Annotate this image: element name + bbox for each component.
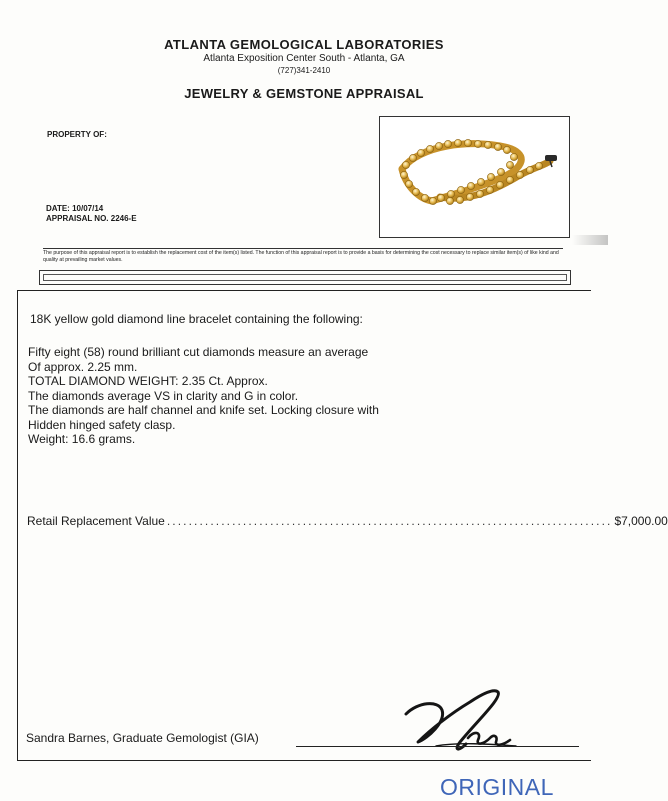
appraisal-date: DATE: 10/07/14: [46, 204, 104, 213]
item-description: [28, 345, 468, 447]
document-title: JEWELRY & GEMSTONE APPRAISAL: [184, 86, 424, 101]
appraisal-number: APPRAISAL NO. 2246-E: [46, 214, 137, 223]
bracelet-photo: [379, 116, 570, 238]
description-line: The diamonds are half channel and knife set. Locking closure with: [28, 403, 379, 417]
retail-value-amount: $7,000.00: [614, 514, 668, 528]
double-rule-inner: [43, 274, 567, 281]
original-stamp: ORIGINAL: [440, 774, 554, 800]
scan-artifact: [572, 235, 608, 245]
description-line: The diamonds average VS in clarity and G in color.: [28, 388, 299, 403]
description-line: Hidden hinged safety clasp.: [28, 417, 176, 432]
property-of-label: PROPERTY OF:: [47, 130, 107, 139]
description-line: TOTAL DIAMOND WEIGHT: 2.35 Ct. Approx.: [28, 374, 268, 388]
lab-phone: (727)341-2410: [277, 66, 331, 75]
retail-value-label: Retail Replacement Value: [27, 514, 165, 528]
lab-name: ATLANTA GEMOLOGICAL LABORATORIES: [164, 37, 444, 52]
double-rule-box: [39, 270, 571, 285]
diamond-bracelet-photo-icon: [380, 117, 569, 237]
description-line: Of approx. 2.25 mm.: [28, 359, 138, 374]
item-title: 18K yellow gold diamond line bracelet containing the following:: [30, 312, 363, 326]
signature-line: [296, 746, 579, 747]
leader-dots: ..................................................................................: [166, 514, 613, 528]
signer-name: Sandra Barnes, Graduate Gemologist (GIA): [26, 731, 259, 745]
handwritten-signature-icon: [398, 680, 528, 760]
description-line: Weight: 16.6 grams.: [28, 432, 136, 446]
lab-address: Atlanta Exposition Center South - Atlanta, GA: [203, 53, 405, 64]
description-line: Fifty eight (58) round brilliant cut diamonds measure an average: [28, 345, 369, 359]
purpose-statement: The purpose of this appraisal report is to establish the replacement cost of the item(s) listed. The function of this appraisal report is to provide a basis for determining the cost necessary to replace similar item(s) of like kind and quality at prevailing market values.: [43, 248, 563, 263]
retail-value-row: [27, 514, 668, 528]
